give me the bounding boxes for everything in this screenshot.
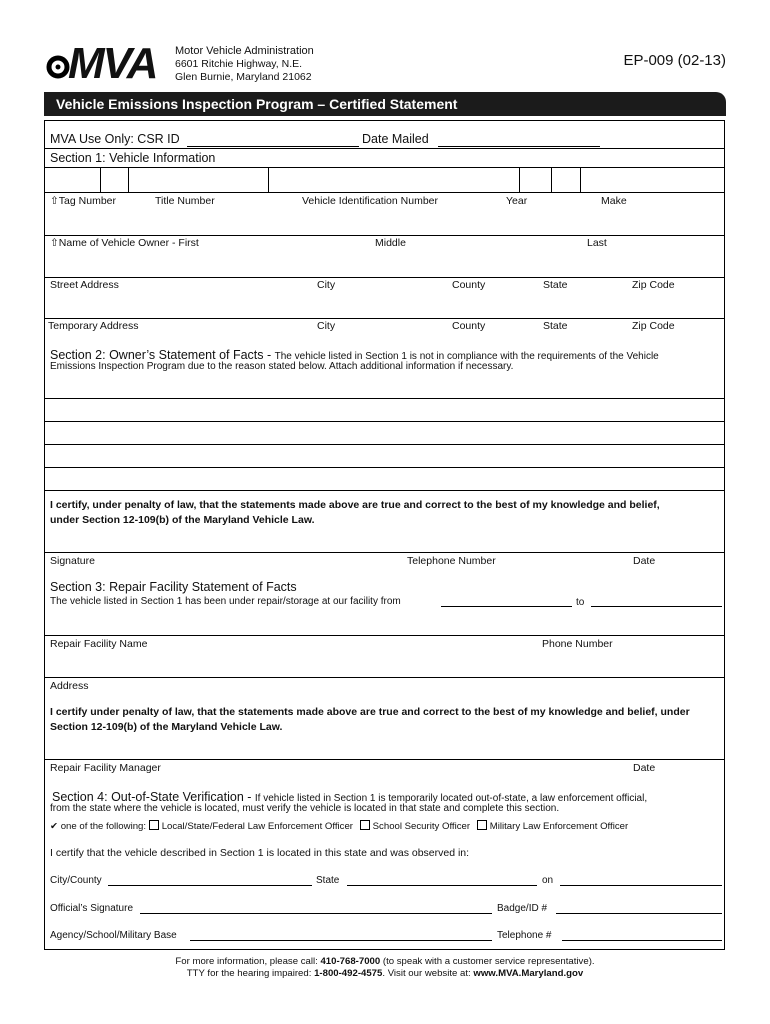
officer-option-military[interactable] (477, 821, 628, 832)
footer-phone[interactable]: 410-768-7000 (320, 956, 381, 967)
observed-date-field[interactable] (560, 885, 722, 886)
section4-certify: I certify that the vehicle described in Section 1 is located in this state and was observed in: (50, 847, 470, 859)
section2-title: Section 2: Owner’s Statement of Facts - (50, 348, 275, 362)
date-mailed-field[interactable] (438, 146, 600, 147)
section3-date-label: Date (633, 762, 656, 774)
footer-tty[interactable]: 1-800-492-4575 (314, 968, 383, 979)
county-label: County (452, 279, 486, 291)
section2-desc-line2: Emissions Inspection Program due to the reason stated below. Attach additional information if necessary. (50, 361, 514, 372)
officer-option-school-security[interactable] (360, 821, 470, 832)
repair-to-label: to (576, 597, 585, 608)
city-county-field[interactable] (108, 885, 312, 886)
csr-id-label: MVA Use Only: CSR ID (50, 132, 180, 146)
section3-certify-line1: I certify under penalty of law, that the statements made above are true and correct to the best of my knowledge and belief, under (50, 706, 690, 718)
law-enforcement-label: Local/State/Federal Law Enforcement Officer (161, 821, 353, 832)
officer-type-options (50, 820, 628, 832)
owner-name-field[interactable] (44, 208, 724, 235)
checkbox-icon[interactable] (360, 820, 370, 830)
oos-telephone-field[interactable] (562, 940, 722, 941)
footer-line1 (0, 956, 770, 968)
title-number-field[interactable] (129, 168, 268, 192)
agency-label: Agency/School/Military Base (50, 930, 177, 941)
street-address-field[interactable] (44, 250, 724, 277)
temporary-address-field[interactable] (44, 292, 724, 318)
repair-address-field[interactable] (44, 654, 724, 677)
badge-label: Badge/ID # (497, 903, 548, 914)
on-label: on (542, 875, 554, 886)
repair-from-field[interactable] (441, 606, 572, 607)
agency-address-line1: 6601 Ritchie Highway, N.E. (175, 58, 303, 70)
csr-id-field[interactable] (187, 146, 359, 147)
agency-address-line2: Glen Burnie, Maryland 21062 (175, 71, 312, 83)
repair-to-field[interactable] (591, 606, 722, 607)
tag-number-label: ⇧Tag Number (50, 195, 116, 207)
logo-text: MVA (68, 39, 157, 88)
owner-middle-label: Middle (375, 237, 406, 249)
owner-first-label: ⇧Name of Vehicle Owner - First (50, 237, 199, 249)
owner-signature-field[interactable] (44, 530, 724, 552)
city-label: City (317, 279, 336, 291)
title-number-label: Title Number (155, 195, 215, 207)
temp-state-label: State (543, 320, 568, 332)
temp-county-label: County (452, 320, 486, 332)
section2-certify-line1: I certify, under penalty of law, that the statements made above are true and correct to the best of my knowledge and belief, (50, 499, 660, 511)
section1-title: Section 1: Vehicle Information (50, 151, 216, 165)
repair-facility-name-field[interactable] (44, 612, 724, 635)
footer-line2-pre: TTY for the hearing impaired: (186, 968, 315, 979)
vin-label: Vehicle Identification Number (302, 195, 438, 207)
repair-manager-label: Repair Facility Manager (50, 762, 161, 774)
temp-zip-label: Zip Code (632, 320, 675, 332)
form-number: EP-009 (02-13) (623, 52, 726, 69)
zip-label: Zip Code (632, 279, 675, 291)
form-title: Vehicle Emissions Inspection Program – Certified Statement (56, 96, 458, 112)
date-mailed-label: Date Mailed (362, 132, 429, 146)
oos-state-field[interactable] (347, 885, 537, 886)
check-intro: ✔ one of the following: (50, 821, 147, 832)
owner-statement-field[interactable] (44, 376, 724, 490)
telephone-label: Telephone Number (407, 555, 496, 567)
year-field[interactable] (520, 168, 580, 192)
repair-phone-label: Phone Number (542, 638, 613, 650)
make-label: Make (601, 195, 627, 207)
vin-field[interactable] (269, 168, 519, 192)
footer-website-link[interactable]: www.MVA.Maryland.gov (473, 968, 584, 979)
repair-manager-field[interactable] (44, 737, 724, 759)
state-label: State (543, 279, 568, 291)
repair-address-label: Address (50, 680, 89, 692)
make-field[interactable] (581, 168, 723, 192)
official-signature-label: Official’s Signature (50, 903, 134, 914)
title-bar (44, 92, 726, 116)
checkbox-icon[interactable] (477, 820, 487, 830)
section3-certify-line2: Section 12-109(b) of the Maryland Vehicle Law. (50, 721, 283, 733)
section4-desc-line1: If vehicle listed in Section 1 is temporarily located out-of-state, a law enforcement official, (254, 793, 648, 804)
tag-number-field[interactable] (44, 168, 128, 192)
oos-telephone-label: Telephone # (497, 930, 552, 941)
section4-desc-line2: from the state where the vehicle is located, must verify the vehicle is located in that state and complete this section. (50, 803, 560, 814)
oos-state-label: State (316, 875, 340, 886)
footer-line2-mid: . Visit our website at: (382, 968, 474, 979)
section2-desc-line1: The vehicle listed in Section 1 is not in compliance with the requirements of the Vehicle (274, 351, 659, 362)
badge-field[interactable] (556, 913, 722, 914)
officer-option-law-enforcement[interactable] (149, 821, 353, 832)
footer-line1-pre: For more information, please call: (175, 956, 321, 967)
agency-name: Motor Vehicle Administration (175, 45, 314, 57)
checkbox-icon[interactable] (149, 820, 159, 830)
temporary-address-label: Temporary Address (48, 320, 139, 332)
section3-title: Section 3: Repair Facility Statement of Facts (50, 580, 297, 594)
owner-last-label: Last (587, 237, 607, 249)
street-address-label: Street Address (50, 279, 119, 291)
military-label: Military Law Enforcement Officer (489, 821, 629, 832)
section3-desc: The vehicle listed in Section 1 has been under repair/storage at our facility from (50, 596, 401, 607)
footer-line1-post: (to speak with a customer service representative). (380, 956, 595, 967)
footer (0, 956, 770, 980)
footer-line2 (0, 968, 770, 980)
city-county-label: City/County (50, 875, 102, 886)
section2-date-label: Date (633, 555, 656, 567)
signature-label: Signature (50, 555, 95, 567)
official-signature-field[interactable] (140, 913, 492, 914)
mva-logo (44, 39, 172, 88)
section4-title: Section 4: Out-of-State Verification - (52, 790, 255, 804)
temp-city-label: City (317, 320, 336, 332)
section2-certify-line2: under Section 12-109(b) of the Maryland Vehicle Law. (50, 514, 315, 526)
repair-facility-name-label: Repair Facility Name (50, 638, 148, 650)
agency-field[interactable] (190, 940, 492, 941)
school-security-label: School Security Officer (372, 821, 471, 832)
year-label: Year (506, 195, 528, 207)
